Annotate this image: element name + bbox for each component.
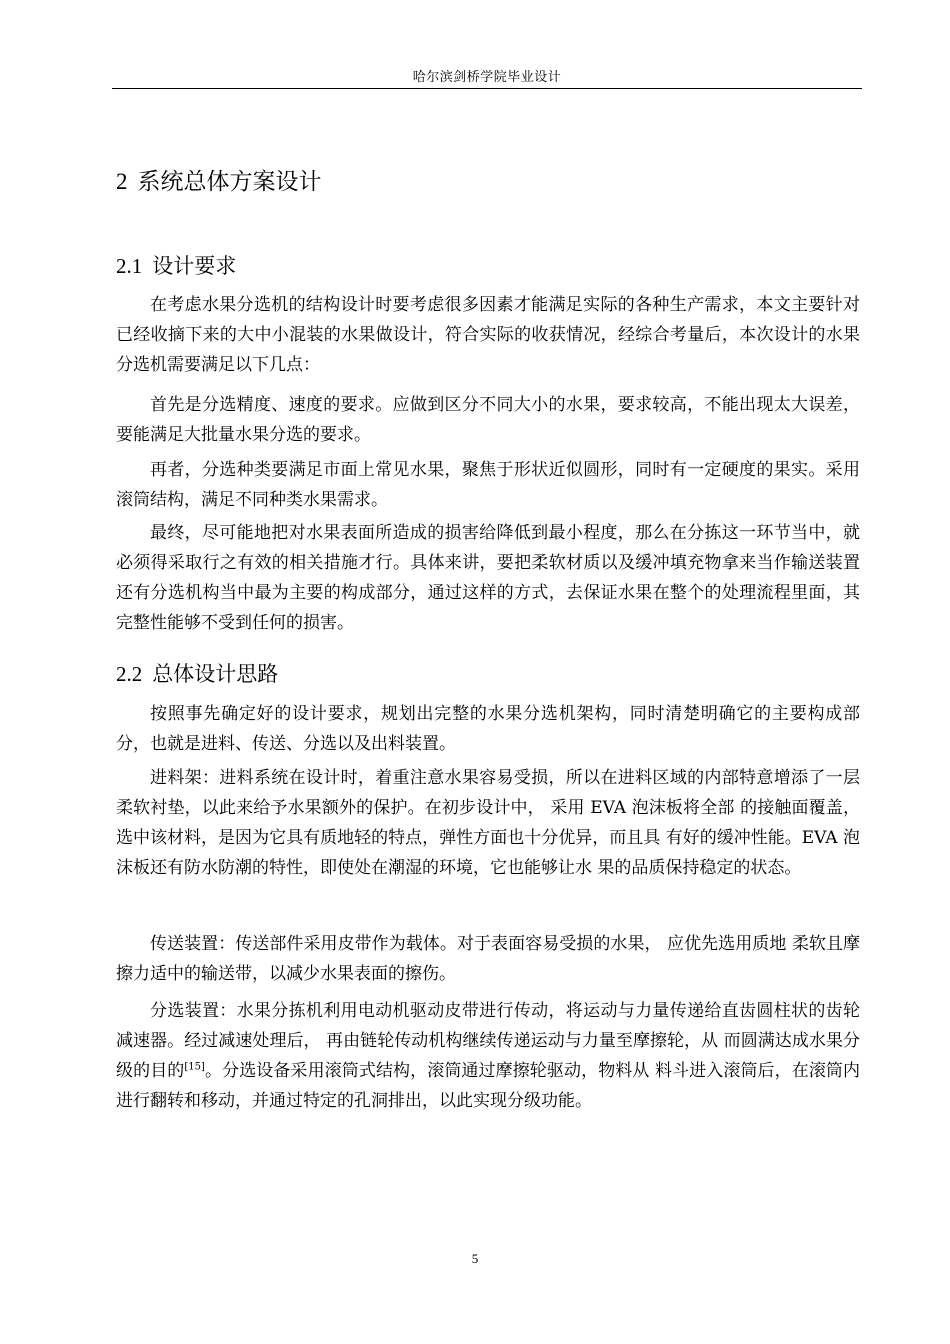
header-rule bbox=[112, 88, 862, 89]
citation: [15] bbox=[184, 1061, 205, 1073]
section-number: 2.1 bbox=[116, 254, 143, 278]
chapter-heading bbox=[116, 163, 322, 196]
paragraph-text: 分选装置：水果分拣机利用电动机驱动皮带进行传动，将运动与力量传递给直齿圆柱状的齿轮减速器。经过减速处理后， 再由链轮传动机构继续传递运动与力量至摩擦轮，从 而圆满达成水果分级的目的 bbox=[116, 1001, 860, 1081]
section-heading-2-2 bbox=[116, 658, 278, 688]
paragraph: 在考虑水果分选机的结构设计时要考虑很多因素才能满足实际的各种生产需求，本文主要针对已经收摘下来的大中小混装的水果做设计，符合实际的收获情况，经综合考量后，本次设计的水果分选机需要满足以下几点： bbox=[116, 295, 860, 375]
chapter-title: 系统总体方案设计 bbox=[137, 169, 322, 195]
section-title: 设计要求 bbox=[152, 254, 237, 278]
paragraph: 最终，尽可能地把对水果表面所造成的损害给降低到最小程度，那么在分拣这一环节当中，就必须得采取行之有效的相关措施才行。具体来讲，要把柔软材质以及缓冲填充物拿来当作输送装置还有分选机构当中最为主要的构成部分，通过这样的方式，去保证水果在整个的处理流程里面，其完整性能够不受到任何的损害。 bbox=[116, 523, 860, 633]
paragraph: 按照事先确定好的设计要求，规划出完整的水果分选机架构，同时清楚明确它的主要构成部分，也就是进料、传送、分选以及出料装置。 bbox=[116, 704, 860, 754]
section-number: 2.2 bbox=[116, 662, 143, 686]
paragraph bbox=[116, 996, 860, 1116]
section-title: 总体设计思路 bbox=[152, 662, 279, 686]
paragraph: 首先是分选精度、速度的要求。应做到区分不同大小的水果，要求较高，不能出现太大误差，要能满足大批量水果分选的要求。 bbox=[116, 395, 860, 445]
page-header: 哈尔滨剑桥学院毕业设计 bbox=[412, 70, 562, 85]
page-number: 5 bbox=[471, 1251, 479, 1266]
paragraph: 进料架：进料系统在设计时，着重注意水果容易受损，所以在进料区域的内部特意增添了一层柔软衬垫，以此来给予水果额外的保护。在初步设计中， 采用 EVA 泡沫板将全部 的接触面覆盖，选中该材料，是因为它具有质地轻的特点，弹性方面也十分优异，而且具 有好的缓冲性能。EVA 泡沫板还有防水防潮的特性，即使处在潮湿的环境，它也能够让水 果的品质保持稳定的状态。 bbox=[116, 768, 860, 878]
paragraph: 传送装置：传送部件采用皮带作为载体。对于表面容易受损的水果， 应优先选用质地 柔软且摩擦力适中的输送带，以减少水果表面的擦伤。 bbox=[116, 934, 860, 984]
paragraph-text: 。分选设备采用滚筒式结构，滚筒通过摩擦轮驱动，物料从 料斗进入滚筒后，在滚筒内进行翻转和移动，并通过特定的孔洞排出，以此实现分级功能。 bbox=[116, 1061, 861, 1111]
chapter-number: 2 bbox=[116, 169, 128, 194]
paragraph: 再者，分选种类要满足市面上常见水果，聚焦于形状近似圆形，同时有一定硬度的果实。采用滚筒结构，满足不同种类水果需求。 bbox=[116, 460, 860, 510]
section-heading-2-1 bbox=[116, 250, 236, 280]
